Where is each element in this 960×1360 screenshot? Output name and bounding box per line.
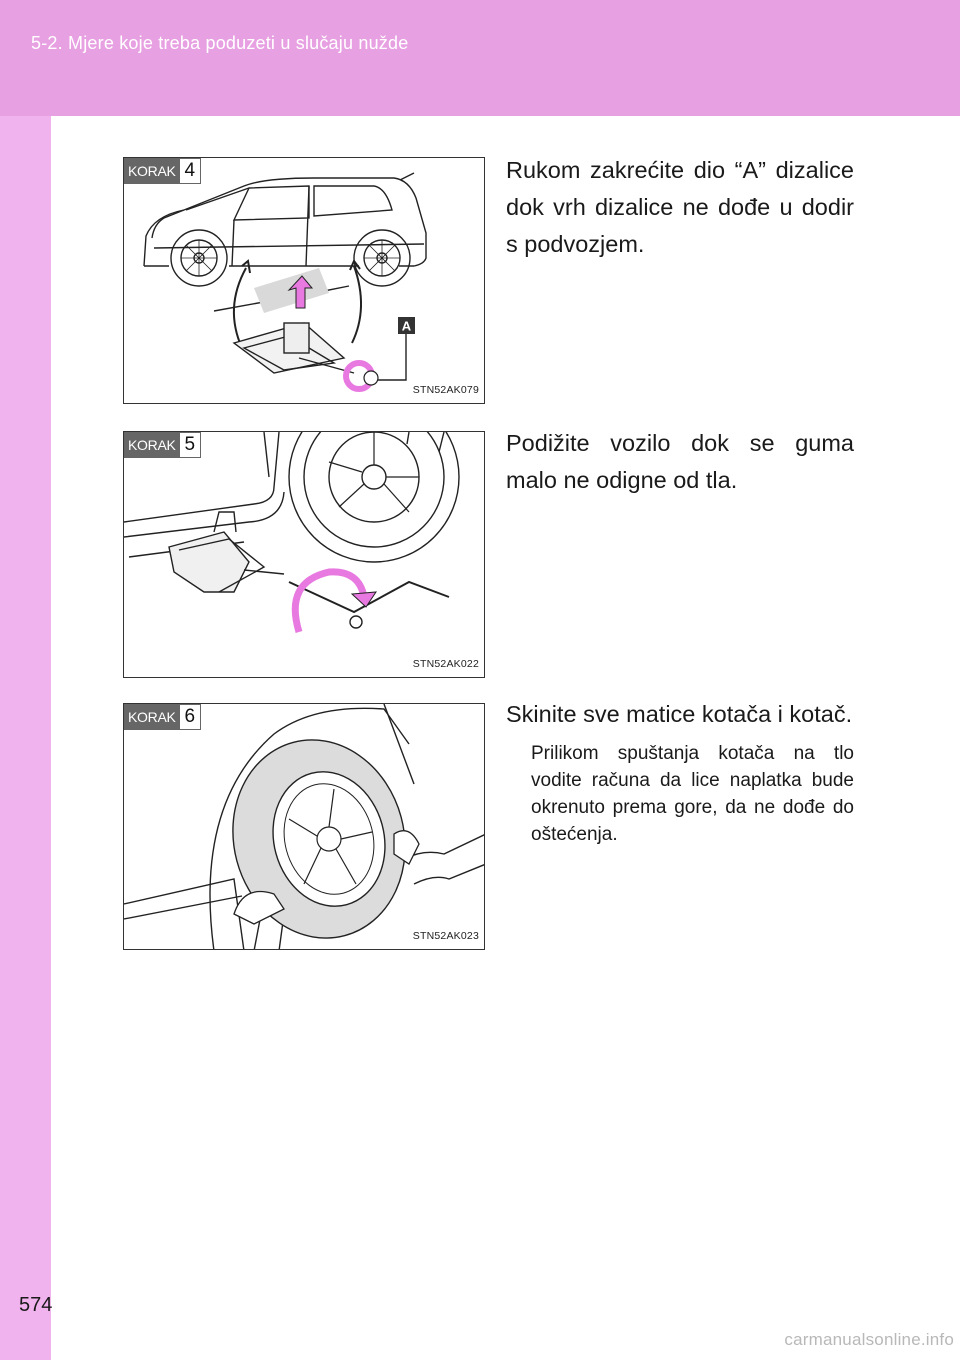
step-label: KORAK xyxy=(124,432,180,458)
header-band xyxy=(0,0,960,116)
step-6-text: Skinite sve matice kotača i kotač. xyxy=(506,701,853,727)
step-badge xyxy=(124,158,201,184)
side-band xyxy=(0,116,51,1360)
step-5-text: Podižite vozilo dok se guma malo ne odigne od tla. xyxy=(506,430,854,493)
step-6-note: Prilikom spuštanja kotača na tlo vodite računa da lice naplatka bude okrenuto prema gore, da ne dođe do oštećenja. xyxy=(531,743,854,845)
figure-step-5 xyxy=(123,431,485,678)
figure-code: STN52AK023 xyxy=(412,930,479,942)
step-label: KORAK xyxy=(124,704,180,730)
figure-step-4 xyxy=(123,157,485,404)
lift-vehicle-illustration xyxy=(124,432,485,678)
step-number: 5 xyxy=(180,432,202,458)
step-badge xyxy=(124,704,201,730)
step-number: 6 xyxy=(180,704,202,730)
section-title: 5-2. Mjere koje treba poduzeti u slučaju nužde xyxy=(31,33,409,53)
figure-step-6 xyxy=(123,703,485,950)
step-badge xyxy=(124,432,201,458)
step-label: KORAK xyxy=(124,158,180,184)
remove-wheel-illustration xyxy=(124,704,485,950)
figure-code: STN52AK022 xyxy=(412,658,479,670)
step-4-text: Rukom zakrećite dio “A” dizalice dok vrh dizalice ne dođe u dodir s podvozjem. xyxy=(506,157,854,257)
page-number: 574 xyxy=(19,1294,53,1316)
step-number: 4 xyxy=(180,158,202,184)
callout-a-label: A xyxy=(401,318,412,334)
car-jack-illustration xyxy=(124,158,485,404)
watermark: carmanualsonline.info xyxy=(784,1330,954,1349)
figure-code: STN52AK079 xyxy=(412,384,479,396)
